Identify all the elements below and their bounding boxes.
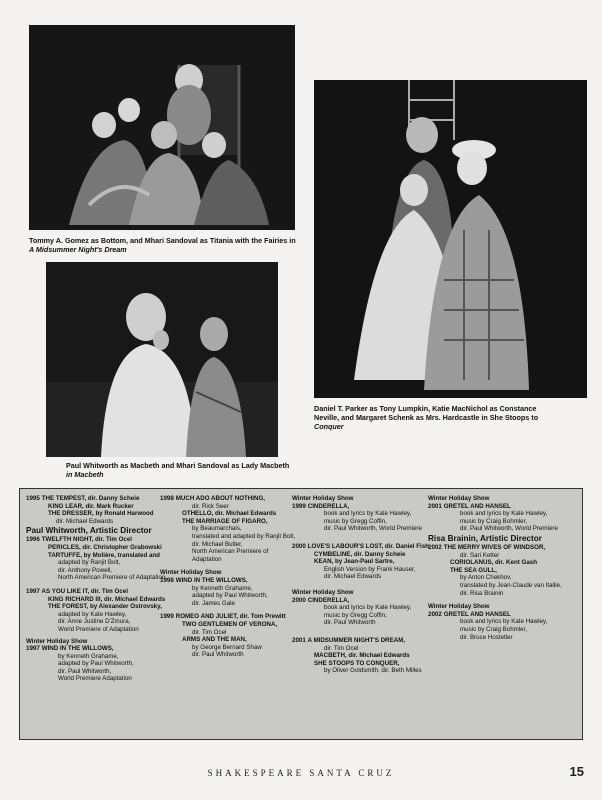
list-item: dir. Paul Whitworth, World Premiere [460,525,558,533]
caption-she-stoops: Daniel T. Parker as Tony Lumpkin, Katie MacNichol as Constance Neville, and Margaret Schenk as Mrs. Hardcastle in She Stoops to Conquer [314,404,539,431]
list-item: PERICLES, dir. Christopher Grabowski [48,543,162,551]
list-item: KING RICHARD III, dir. Michael Edwards [48,595,166,603]
list-item: MACBETH, dir. Michael Edwards [314,652,410,660]
list-item: by Kenneth Grahame, [192,584,253,592]
list-item: by Anton Chekhov, [460,574,512,582]
section-subheading: Winter Holiday Show [26,637,88,645]
list-item: North American Premiere of [192,548,269,556]
list-item: adapted by Paul Whitworth, [192,592,268,600]
list-item: dir. Risa Brainin [460,589,504,597]
list-item: translated and adapted by Ranjit Bolt, [192,532,296,540]
list-item: 2001 A MIDSUMMER NIGHT'S DREAM, [292,636,405,644]
photo-midsummer [29,25,295,230]
list-item: 1998 MUCH ADO ABOUT NOTHING, [160,495,265,502]
list-item: World Premiere Adaptation [58,675,132,683]
section-subheading: Winter Holiday Show [292,495,354,502]
list-item: music by Gregg Coffin, [324,517,387,525]
list-item: CYMBELINE, dir. Danny Scheie [314,550,406,558]
list-item: dir. Anthony Powell, [58,566,113,574]
photo-macbeth [46,262,278,457]
list-item: adapted by Ranjit Bolt, [58,559,121,567]
list-item: dir. Bruce Hostetler [460,633,513,641]
list-item: book and lyrics by Kate Hawley, [324,510,412,518]
list-item: 1996 TWELFTH NIGHT, dir. Tim Ocel [26,536,133,544]
history-column-3 [292,495,429,675]
section-subheading: Winter Holiday Show [160,569,222,577]
list-item: dir. Michael Edwards [324,573,382,581]
list-item: 2000 LOVE'S LABOUR'S LOST, dir. Daniel Fish [292,542,429,550]
list-item: by Kenneth Grahame, [58,652,119,660]
list-item: 1997 AS YOU LIKE IT, dir. Tim Ocel [26,587,128,595]
list-item: dir. Michael Butler, [192,540,243,548]
list-item: dir. Rick Seer [192,502,229,510]
list-item: adapted by Paul Whitworth, [58,660,134,668]
list-item: 1997 WIND IN THE WILLOWS, [26,645,114,653]
list-item: OTHELLO, dir. Michael Edwards [182,510,277,518]
list-item: music by Gregg Coffin, [324,611,387,619]
section-heading: Risa Brainin, Artistic Director [428,533,542,543]
list-item: translated by Jean-Claude van Itallie, [460,581,562,589]
list-item: by George Bernard Shaw [192,643,262,651]
list-item: 2002 GRETEL AND HANSEL [428,610,511,618]
list-item: by Oliver Goldsmith, dir. Beth Milles [324,667,422,675]
list-item: 1999 ROMEO AND JULIET, dir. Tom Prewitt [160,613,286,621]
list-item: North American Premiere of Adaptation [58,574,166,582]
list-item: CORIOLANUS, dir. Kent Gash [450,559,537,567]
list-item: dir. Tim Ocel [192,628,227,636]
list-item: music by Craig Bohmler, [460,625,528,633]
history-column-2 [160,495,296,659]
section-heading: Paul Whitworth, Artistic Director [26,526,152,536]
list-item: dir. Anne Justine D'Zmura, [58,618,131,626]
list-item: SHE STOOPS TO CONQUER, [314,659,400,667]
list-item: dir. Michael Edwards [56,517,114,525]
list-item: book and lyrics by Kate Hawley, [460,510,548,518]
list-item: 2001 GRETEL AND HANSEL [428,502,511,510]
list-item: music by Craig Bohmler, [460,517,528,525]
list-item: book and lyrics by Kate Hawley, [324,604,412,612]
list-item: Adaptation [192,555,222,563]
list-item: dir. Paul Whitworth, [58,667,112,675]
list-item: dir. James Gale [192,599,235,607]
history-column-4 [428,495,578,641]
list-item: ARMS AND THE MAN, [182,636,247,644]
list-item: 2002 THE MERRY WIVES OF WINDSOR, [428,543,546,551]
list-item: dir. Paul Whitworth, World Premiere [324,525,422,533]
footer-title: SHAKESPEARE SANTA CRUZ [207,768,395,778]
caption-macbeth: Paul Whitworth as Macbeth and Mhari Sandoval as Lady Macbeth in Macbeth [66,461,290,479]
list-item: book and lyrics by Kate Hawley, [460,618,548,626]
list-item: TWO GENTLEMEN OF VERONA, [182,620,278,628]
list-item: THE MARRIAGE OF FIGARO, [182,517,268,525]
section-subheading: Winter Holiday Show [428,603,490,611]
list-item: dir. Paul Whitworth [192,651,244,659]
list-item: adapted by Kate Hawley, [58,610,127,618]
list-item: 1998 WIND IN THE WILLOWS, [160,576,248,584]
list-item: KING LEAR, dir. Mark Rucker [48,502,134,510]
list-item: 2000 CINDERELLA, [292,596,350,604]
list-item: dir. Paul Whitworth [324,619,376,627]
photo-she-stoops [314,80,587,398]
list-item: TARTUFFE, by Molière, translated and [48,551,160,559]
production-history-box [19,488,583,740]
list-item: by Beaumarchais, [192,525,242,533]
list-item: KEAN, by Jean-Paul Sartre, [314,558,395,566]
list-item: 1999 CINDERELLA, [292,502,350,510]
list-item: THE FOREST, by Alexander Ostrovsky, [48,603,162,611]
list-item: dir. Sari Ketter [460,551,500,559]
list-item: THE DRESSER, by Ronald Harwood [48,510,154,518]
section-subheading: Winter Holiday Show [292,588,354,596]
history-column-1 [26,495,166,683]
list-item: World Premiere of Adaptation [58,625,139,633]
page-number: 15 [569,764,584,779]
list-item: dir. Tim Ocel [324,644,359,652]
list-item: THE SEA GULL, [450,566,497,574]
list-item: English Version by Frank Hauser, [324,565,416,573]
section-subheading: Winter Holiday Show [428,495,490,502]
caption-midsummer: Tommy A. Gomez as Bottom, and Mhari Sandoval as Titania with the Fairies in A Midsummer Night's Dream [29,236,296,254]
list-item: 1995 THE TEMPEST, dir. Danny Scheie [26,495,140,502]
